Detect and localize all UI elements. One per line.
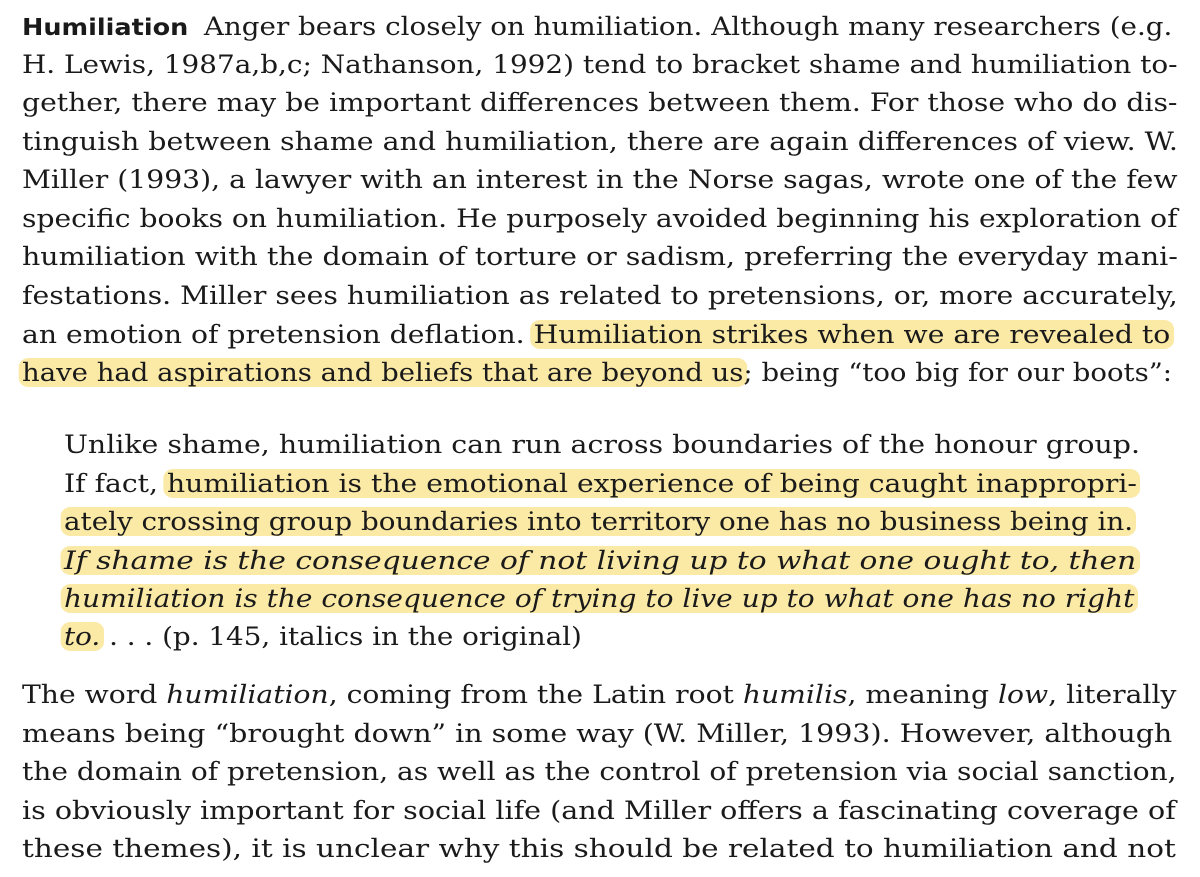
paragraph-2-line-4: is obviously important for social life (and Miller offers a fascinating coverage of: [22, 796, 1176, 825]
highlight: ately crossing group boundaries into territory one has no business being in.: [61, 507, 1137, 536]
paragraph-2-line-3: the domain of pretension, as well as the control of pretension via social sanction,: [22, 757, 1177, 786]
quote-line-1: Unlike shame, humiliation can run across boundaries of the honour group.: [64, 430, 1140, 459]
paragraph-1-line-8: festations. Miller sees humiliation as related to pretensions, or, more accurately,: [22, 281, 1178, 310]
plain-text: , coming from the Latin root: [328, 680, 743, 709]
paragraph-1-text: Anger bears closely on humiliation. Although many researchers (e.g.: [203, 12, 1173, 41]
paragraph-1-line-2: H. Lewis, 1987a,b,c; Nathanson, 1992) tend to bracket shame and humiliation to-: [22, 50, 1178, 79]
highlight: humiliation is the emotional experience of being caught inappropri-: [164, 469, 1141, 498]
plain-text: If fact,: [64, 469, 158, 498]
section-heading: Humiliation: [22, 15, 189, 41]
quote-line-5: [64, 581, 1134, 617]
paragraph-2-line-5: these themes), it is unclear why this should be related to humiliation and not: [22, 834, 1176, 863]
italic-term: low: [997, 680, 1049, 709]
highlight-italic: to.: [61, 622, 104, 651]
plain-text: The word: [22, 680, 167, 709]
quote-line-2: [64, 466, 1137, 502]
highlight-italic: If shame is the consequence of not living up to what one ought to, then: [60, 546, 1139, 575]
quote-line-3: [64, 504, 1133, 540]
paragraph-2-line-2: means being “brought down” in some way (W. Miller, 1993). However, although: [22, 719, 1173, 748]
italic-term: humiliation: [166, 680, 329, 709]
italic-term: humilis: [742, 680, 848, 709]
paragraph-1-line-7: humiliation with the domain of torture or sadism, preferring the everyday mani-: [22, 242, 1178, 271]
plain-text: ; being “too big for our boots”:: [743, 358, 1173, 387]
paragraph-1-line-6: specific books on humiliation. He purposely avoided beginning his exploration of: [22, 204, 1178, 233]
quote-line-6: [64, 619, 582, 655]
quote-line-4: [64, 543, 1136, 579]
plain-text: , meaning: [847, 680, 998, 709]
highlight: Humiliation strikes when we are revealed to: [530, 320, 1173, 349]
paragraph-1-line-5: Miller (1993), a lawyer with an interest in the Norse sagas, wrote one of the few: [22, 165, 1178, 194]
plain-text: . . . (p. 145, italics in the original): [100, 622, 582, 651]
paragraph-1-line-10: [22, 355, 1172, 391]
paragraph-1-line-9: [22, 317, 1170, 353]
highlight-italic: humiliation is the consequence of trying to live up to what one has no right: [61, 584, 1138, 613]
highlight: have had aspirations and beliefs that are beyond us: [19, 358, 747, 387]
paragraph-1-line-3: gether, there may be important differences between them. For those who do dis-: [22, 88, 1178, 117]
paragraph-1-line-4: tinguish between shame and humiliation, there are again differences of view. W.: [22, 127, 1178, 156]
paragraph-1-line-1: [22, 9, 1172, 45]
plain-text: an emotion of pretension deflation.: [22, 320, 525, 349]
plain-text: , literally: [1048, 680, 1177, 709]
paragraph-2-line-1: [22, 677, 1176, 713]
